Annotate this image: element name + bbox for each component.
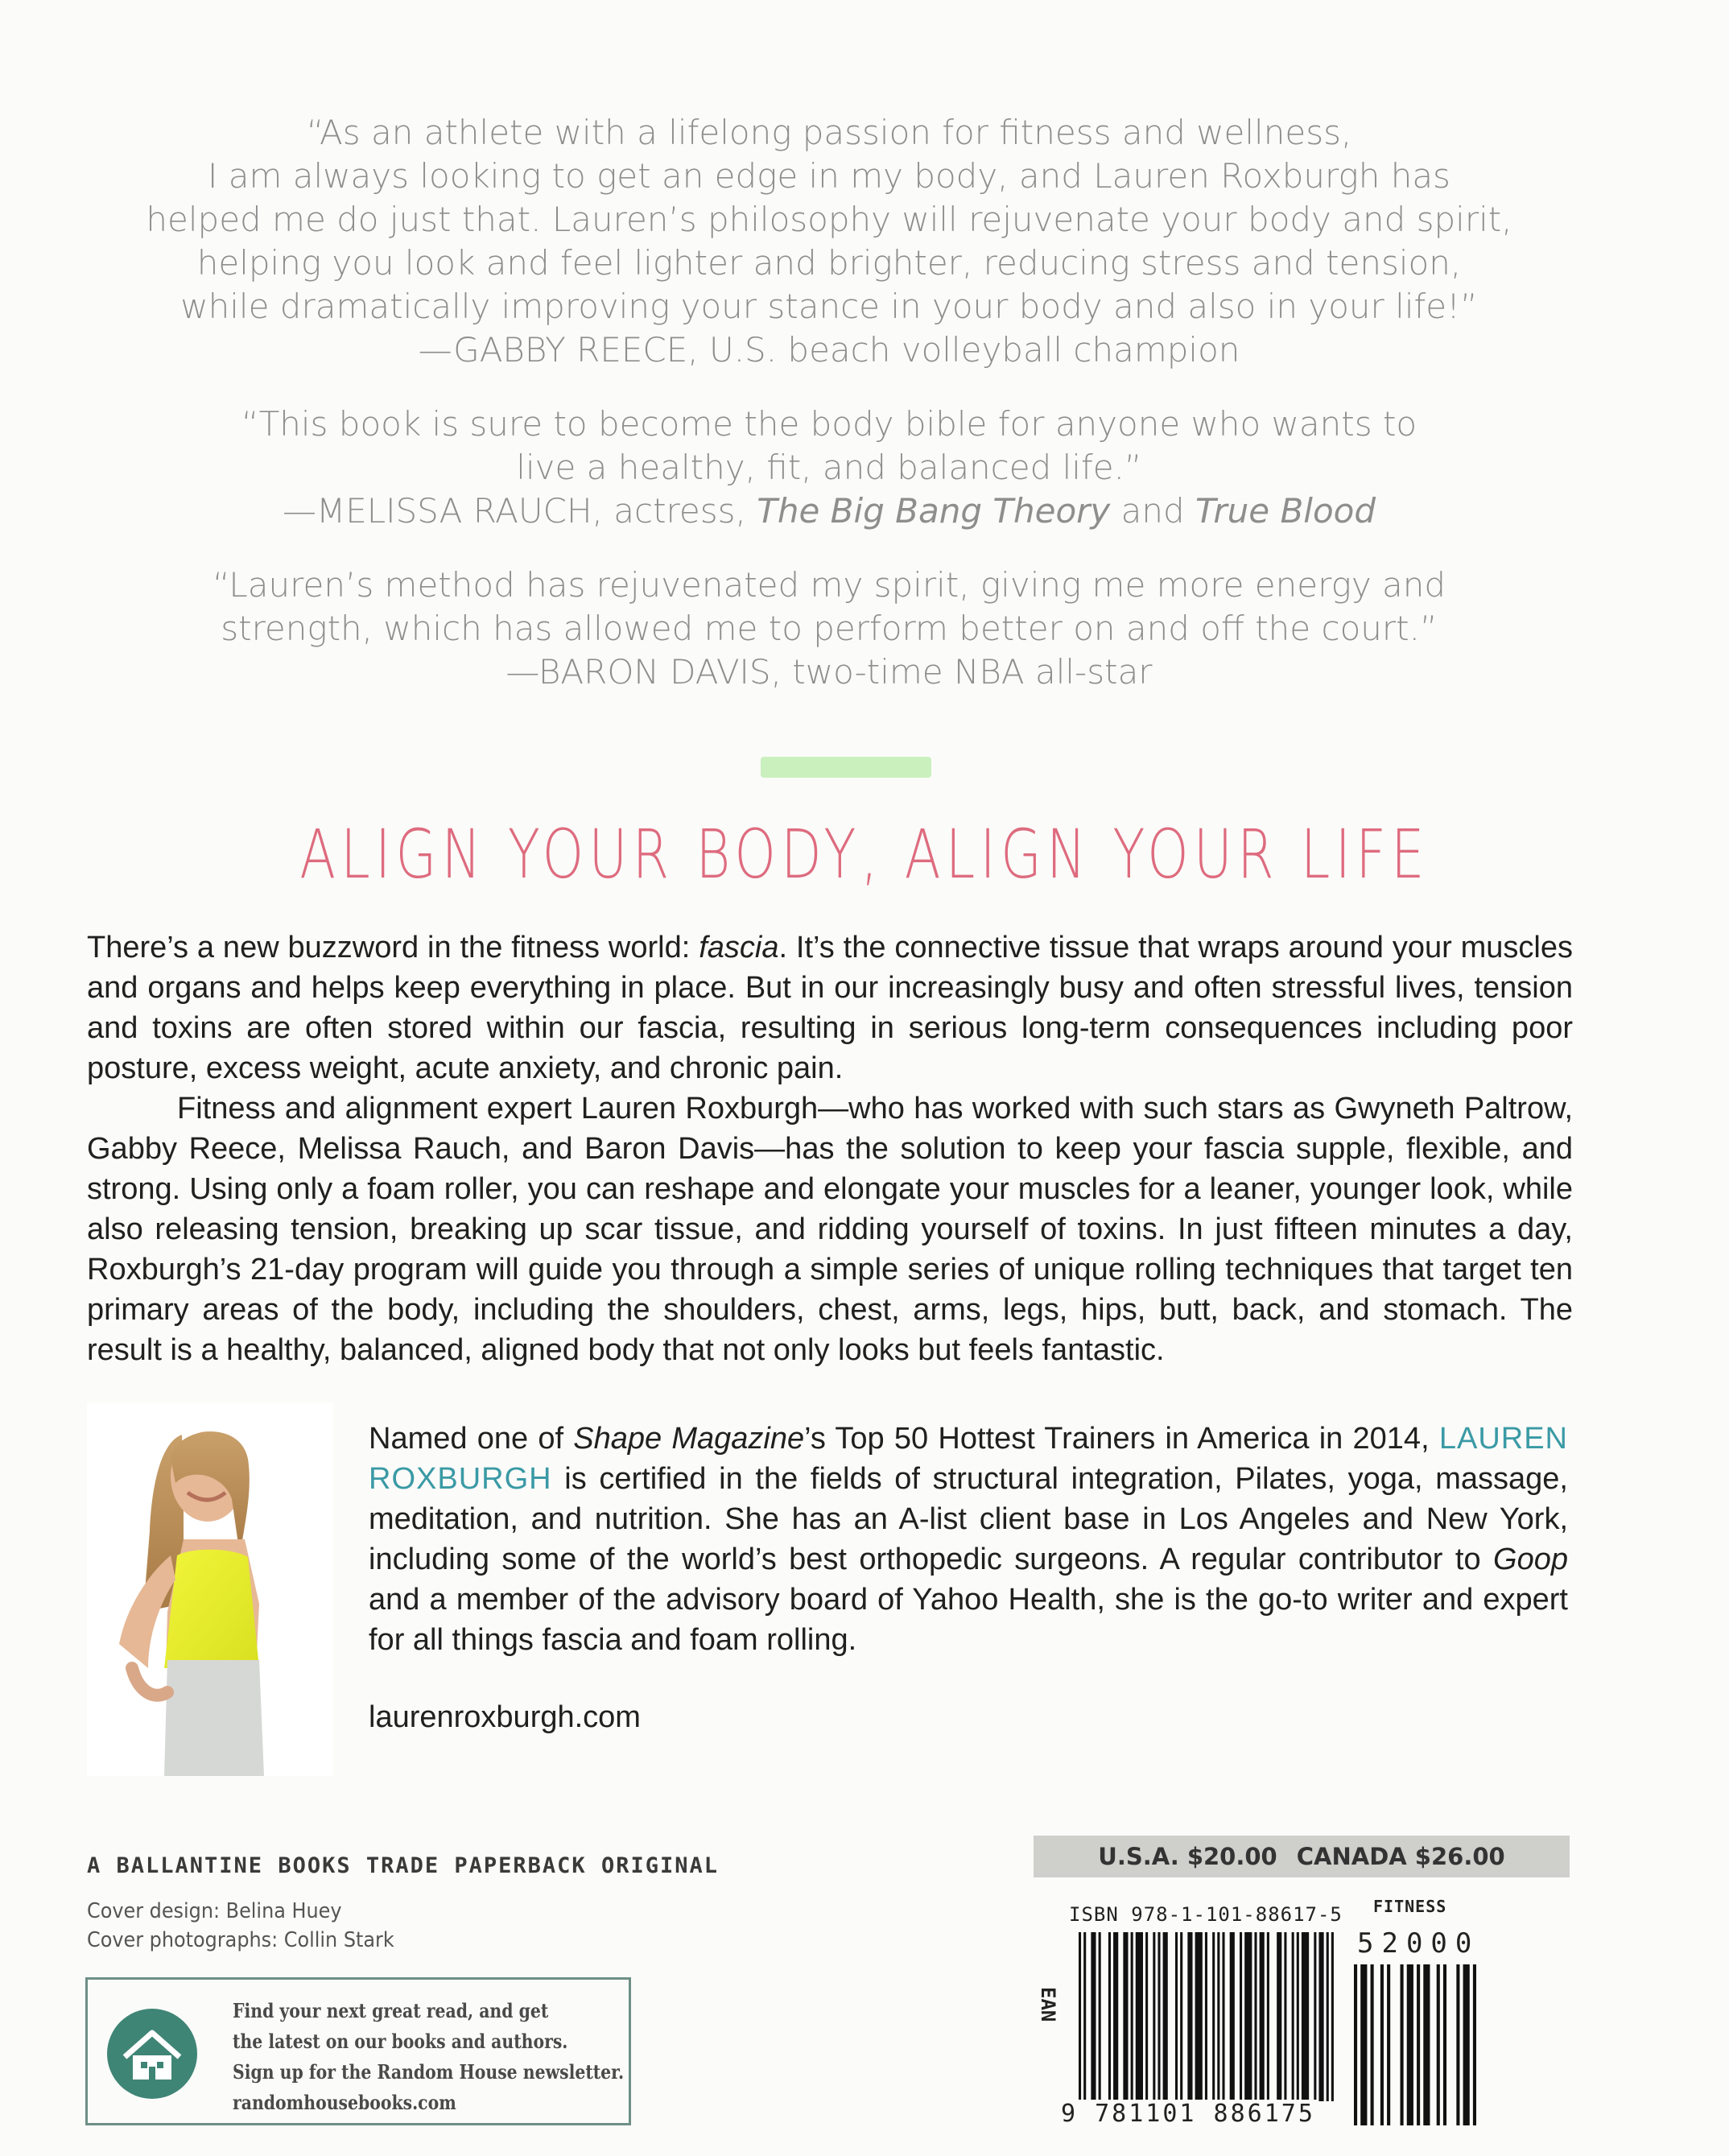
barcode-bar xyxy=(1354,1964,1357,2125)
cover-credits xyxy=(87,1897,394,1955)
price-canada: CANADA $26.00 xyxy=(1296,1843,1505,1870)
quote-line: while dramatically improving your stance in your body and also in your life!” xyxy=(180,287,1478,326)
quote-attribution: —GABBY REECE, U.S. beach volleyball champion xyxy=(418,330,1240,370)
barcode-bar xyxy=(1244,1932,1252,2101)
house-icon xyxy=(107,2009,197,2099)
barcode-bar xyxy=(1417,1964,1420,2125)
description-paragraph xyxy=(87,927,1573,1088)
text-span: ’s Top 50 Hottest Trainers in America in 2014, xyxy=(804,1422,1439,1456)
headline: ALIGN YOUR BODY, ALIGN YOUR LIFE xyxy=(299,815,1430,894)
quote-line: I am always looking to get an edge in my body, and Lauren Roxburgh has xyxy=(208,156,1450,196)
quote-baron-davis xyxy=(121,564,1537,694)
attribution-name: —MELISSA RAUCH, actress, xyxy=(282,491,757,531)
quote-attribution xyxy=(121,489,1537,533)
barcode-bar xyxy=(1145,1932,1148,2101)
barcode-bar xyxy=(1079,1932,1081,2101)
attribution-and: and xyxy=(1110,491,1196,531)
barcode-bar xyxy=(1371,1964,1374,2125)
barcode-bar xyxy=(1267,1932,1269,2101)
barcode-bar xyxy=(1297,1932,1299,2101)
magazine-title: Shape Magazine xyxy=(573,1422,805,1456)
price-usa: U.S.A. $20.00 xyxy=(1098,1843,1277,1870)
text-span: is certified in the fields of structural integration, Pilates, yoga, massage, meditation, and nutrition. She has an A-list client base in Los Angeles and New York, including some of the world’s best orthopedic surgeons. A regular contributor to xyxy=(369,1462,1568,1576)
newsletter-url[interactable]: randomhousebooks.com xyxy=(233,2091,456,2114)
book-description xyxy=(87,927,1573,1370)
text-span: Named one of xyxy=(369,1422,574,1456)
barcode-bar xyxy=(1302,1932,1309,2101)
emphasis-fascia: fascia xyxy=(699,931,779,964)
barcode-bar xyxy=(1113,1932,1118,2101)
cover-design-credit: Cover design: Belina Huey xyxy=(87,1899,342,1923)
section-divider xyxy=(761,757,931,778)
quote-line: “Lauren’s method has rejuvenated my spirit, giving me more energy and xyxy=(212,565,1446,605)
isbn-label: ISBN 978-1-101-88617-5 xyxy=(1069,1903,1343,1926)
barcode-bar xyxy=(1157,1932,1160,2101)
description-paragraph: Fitness and alignment expert Lauren Roxburgh—who has worked with such stars as Gwyneth Paltrow, Gabby Reece, Melissa Rauch, and Baron Davis—has the solution to keep your fascia supple, flexible, and strong. Using only a foam roller, you can reshape and elongate your muscles for a leaner, younger look, while also releasing tension, breaking up scar tissue, and ridding yourself of toxins. In just fifteen minutes a day, Roxburgh’s 21-day program will guide you through a simple series of unique rolling techniques that target ten primary areas of the body, including the shoulders, chest, arms, legs, hips, butt, back, and stomach. The result is a healthy, balanced, aligned body that not only looks but feels fantastic. xyxy=(87,1092,1573,1367)
barcode-bar xyxy=(1423,1964,1430,2125)
ean-label: EAN xyxy=(1037,1987,1059,2022)
barcode-bar xyxy=(1292,1932,1294,2101)
barcode-bar xyxy=(1123,1932,1128,2101)
newsletter-line: Find your next great read, and get xyxy=(233,1999,549,2022)
quote-melissa-rauch xyxy=(121,403,1537,533)
barcode-bar xyxy=(1217,1932,1219,2101)
barcode-bar xyxy=(1222,1932,1224,2101)
text-span: There’s a new buzzword in the fitness world: xyxy=(87,931,699,964)
quote-line: “As an athlete with a lifelong passion for fitness and wellness, xyxy=(306,113,1352,152)
barcode-bar xyxy=(1327,1932,1329,2101)
quote-line: “This book is sure to become the body bible for anyone who wants to xyxy=(241,404,1417,444)
barcode-bar xyxy=(1163,1932,1168,2101)
barcode-bar xyxy=(1473,1964,1476,2125)
barcode-bar xyxy=(1277,1932,1281,2101)
barcode-bar xyxy=(1180,1932,1182,2101)
newsletter-line: the latest on our books and authors. xyxy=(233,2030,568,2053)
publication-title: Goop xyxy=(1493,1543,1568,1576)
newsletter-text xyxy=(233,1996,625,2118)
author-name: LAUREN ROXBURGH xyxy=(369,1422,1568,1496)
barcode-bar xyxy=(1463,1964,1470,2125)
cover-photo-credit: Cover photographs: Collin Stark xyxy=(87,1928,394,1952)
barcode-bar xyxy=(1401,1964,1404,2125)
barcode-bar xyxy=(1230,1932,1235,2101)
text-span: and a member of the advisory board of Yahoo Health, she is the go-to writer and expert for all things fascia and foam rolling. xyxy=(369,1583,1568,1657)
endorsements xyxy=(121,111,1537,725)
barcode-bar xyxy=(1260,1932,1265,2101)
barcode-bar xyxy=(1108,1932,1111,2101)
price-bar xyxy=(1034,1836,1570,1877)
quote-line: live a healthy, fit, and balanced life.” xyxy=(516,448,1142,487)
barcode-bar xyxy=(1175,1932,1178,2101)
barcode-bar xyxy=(1083,1932,1086,2101)
barcode-bar xyxy=(1153,1932,1155,2101)
newsletter-line: Sign up for the Random House newsletter. xyxy=(233,2060,625,2084)
show-title: The Big Bang Theory xyxy=(757,491,1111,531)
author-photo-illustration xyxy=(87,1402,333,1776)
quote-attribution: —BARON DAVIS, two-time NBA all-star xyxy=(505,652,1153,692)
publisher-imprint: A BALLANTINE BOOKS TRADE PAPERBACK ORIGINAL xyxy=(87,1853,719,1878)
barcode-bar xyxy=(1254,1932,1257,2101)
barcode-bar xyxy=(1443,1964,1446,2125)
quote-line: helped me do just that. Lauren’s philosophy will rejuvenate your body and spirit, xyxy=(146,200,1512,239)
text-span: . It’s the connective tissue that wraps around your muscles and organs and helps keep everything in place. But in our increasingly busy and often stressful lives, tension and toxins are often stored within our fascia, resulting in serious long-term consequences including poor posture, excess weight, acute anxiety, and chronic pain. xyxy=(87,931,1573,1085)
barcode-bar xyxy=(1195,1932,1203,2101)
barcode-bar xyxy=(1437,1964,1440,2125)
barcode-bar xyxy=(1407,1964,1413,2125)
author-photo xyxy=(87,1402,333,1776)
barcode-bar xyxy=(1187,1932,1192,2101)
category-label: FITNESS xyxy=(1373,1897,1447,1916)
barcode-bar xyxy=(1240,1932,1242,2101)
barcode-bar xyxy=(1212,1932,1215,2101)
barcode-bar xyxy=(1331,1932,1334,2101)
barcode-bar xyxy=(1318,1932,1323,2101)
bio-paragraph xyxy=(369,1419,1568,1660)
author-bio xyxy=(369,1419,1568,1660)
barcode-bar xyxy=(1205,1932,1207,2101)
barcode-bar xyxy=(1099,1932,1101,2101)
barcode-bar xyxy=(1456,1964,1459,2125)
show-title: True Blood xyxy=(1195,491,1376,531)
barcode-bar xyxy=(1314,1932,1316,2101)
quote-line: strength, which has allowed me to perform better on and off the court.” xyxy=(221,609,1438,648)
newsletter-box xyxy=(85,1977,631,2125)
quote-gabby-reece xyxy=(121,111,1537,372)
quote-line: helping you look and feel lighter and brighter, reducing stress and tension, xyxy=(196,243,1462,283)
barcode-addon xyxy=(1354,1964,1476,2125)
barcode-bar xyxy=(1360,1964,1367,2125)
barcode-bar xyxy=(1380,1964,1384,2125)
barcode-bar xyxy=(1284,1932,1286,2101)
barcode-ean xyxy=(1079,1932,1336,2122)
addon-code: 52000 xyxy=(1357,1927,1480,1960)
barcode-bar xyxy=(1387,1964,1390,2125)
barcode-number: 9 781101 886175 xyxy=(1061,2100,1315,2128)
author-website[interactable]: laurenroxburgh.com xyxy=(369,1700,641,1734)
barcode-bar xyxy=(1091,1932,1096,2101)
barcode-bar xyxy=(1136,1932,1143,2101)
barcode-bar xyxy=(1131,1932,1133,2101)
